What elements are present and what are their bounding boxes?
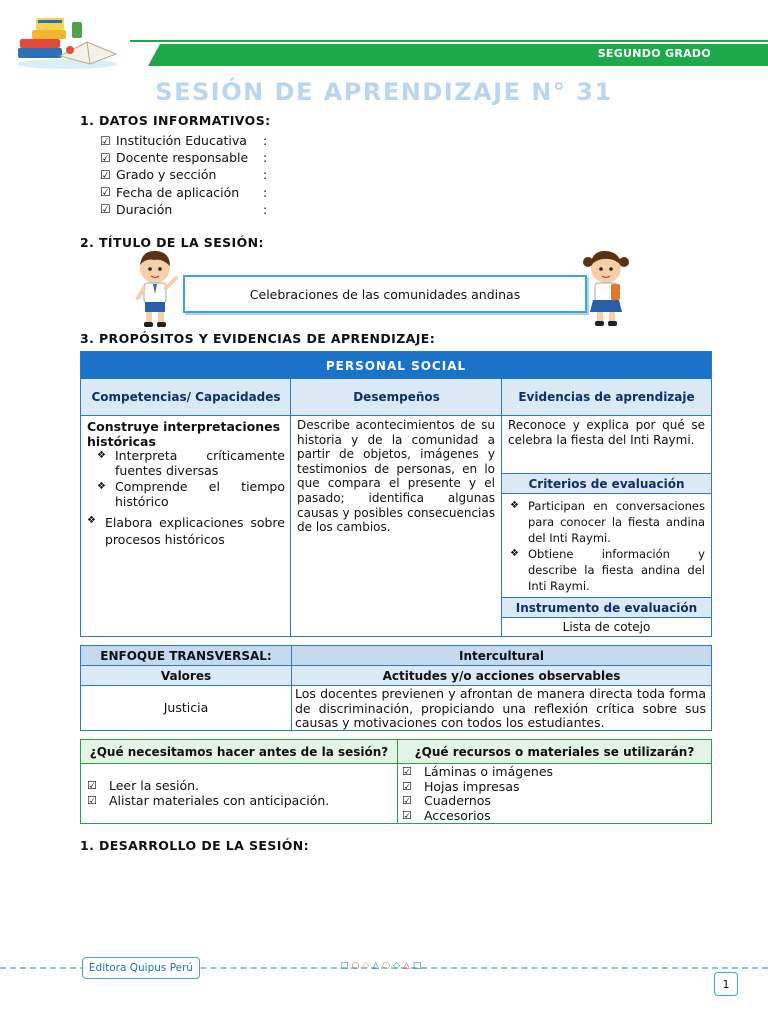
checkbox-icon: ☑ — [100, 167, 111, 182]
checkbox-icon: ☑ — [100, 185, 111, 200]
decorative-shapes-icon: □○◇△○◇△□ — [340, 961, 425, 971]
recurso-item: ☑ Cuadernos — [402, 793, 491, 809]
criterio-item: ❖ Obtiene información y describe la fiesta andina del Inti Raymi. — [510, 547, 705, 593]
checkbox-icon: ☑ — [402, 779, 412, 793]
datos-item: ☑ Fecha de aplicación : — [100, 184, 268, 200]
diamond-bullet-icon: ❖ — [97, 450, 106, 461]
datos-item: ☑ Institución Educativa : — [100, 133, 268, 149]
diamond-bullet-icon: ❖ — [97, 481, 106, 493]
section-desarrollo-heading: 1. DESARROLLO DE LA SESIÓN: — [80, 838, 310, 853]
datos-item: ☑ Duración : — [100, 201, 268, 217]
checkbox-icon: ☑ — [87, 793, 97, 807]
datos-item: ☑ Docente responsable : — [100, 150, 268, 166]
col-competencias-header: Competencias/ Capacidades — [81, 379, 291, 416]
checkbox-icon: ☑ — [100, 150, 111, 165]
recurso-item: ☑ Accesorios — [402, 807, 491, 823]
checkbox-icon: ☑ — [100, 133, 111, 148]
capacidad-item: ❖ Comprende el tiempo histórico — [97, 479, 285, 509]
checkbox-icon: ☑ — [402, 765, 412, 778]
criterios-cell — [510, 498, 705, 594]
recursos-list — [402, 765, 553, 823]
checkbox-icon: ☑ — [87, 779, 97, 792]
competencia-title: Construye interpretaciones históricas — [87, 419, 281, 449]
actitudes-header: Actitudes y/o acciones observables — [292, 666, 711, 685]
grade-label: SEGUNDO GRADO — [597, 47, 711, 60]
instrumento-value: Lista de cotejo — [562, 619, 651, 634]
checkbox-icon: ☑ — [402, 794, 412, 808]
column-divider — [290, 379, 291, 636]
column-divider — [397, 740, 398, 823]
checkbox-icon: ☑ — [402, 808, 412, 822]
recurso-item: ☑ Hojas impresas — [402, 778, 520, 794]
propositos-table — [80, 351, 712, 637]
datos-list — [100, 132, 267, 218]
section-datos-heading: 1. DATOS INFORMATIVOS: — [80, 113, 271, 128]
col-evidencias-header: Evidencias de aprendizaje — [502, 379, 711, 416]
capacidad-item: ❖ Elabora explicaciones sobre procesos históricos — [87, 515, 285, 548]
section-propositos-heading: 3. PROPÓSITOS Y EVIDENCIAS DE APRENDIZAJE: — [80, 331, 436, 346]
girl-illustration — [580, 246, 632, 330]
competencias-cell — [87, 420, 285, 548]
col-desempenos-header: Desempeños — [291, 379, 502, 416]
desempeno-cell: Describe acontecimientos de su historia y de la comunidad a partir de objetos, imágenes y testimonios de personas, en lo que compara el presente y el pasado; identifica algunas causas y posibles consecuencias de los cambios. — [297, 418, 495, 535]
antes-header: ¿Qué necesitamos hacer antes de la sesión? — [81, 740, 397, 764]
publisher-label: Editora Quipus Perú — [82, 957, 200, 979]
valores-header: Valores — [81, 666, 291, 685]
recursos-header: ¿Qué recursos o materiales se utilizarán? — [398, 740, 711, 764]
section-titulo-heading: 2. TÍTULO DE LA SESIÓN: — [80, 235, 264, 250]
boy-illustration — [132, 248, 182, 330]
page-number: 1 — [714, 972, 738, 996]
area-header: PERSONAL SOCIAL — [81, 352, 711, 379]
antes-item: ☑ Leer la sesión. — [87, 778, 200, 793]
criterio-item: ❖ Participan en conversaciones para conocer la fiesta andina del Inti Raymi. — [510, 499, 705, 545]
diamond-bullet-icon: ❖ — [87, 515, 96, 527]
instrumento-header: Instrumento de evaluación — [502, 597, 711, 618]
session-title-box: Celebraciones de las comunidades andinas — [183, 275, 587, 313]
evidencia-cell: Reconoce y explica por qué se celebra la fiesta del Inti Raymi. — [508, 418, 705, 447]
enfoque-value: Intercultural — [292, 646, 711, 665]
recurso-item: ☑ Láminas o imágenes — [402, 764, 554, 779]
actitud-cell: Los docentes previenen y afrontan de manera directa toda forma de discriminación, propiciando una reflexión crítica sobre sus causas y motivaciones con todos los estudiantes. — [295, 686, 706, 731]
diamond-bullet-icon: ❖ — [510, 500, 519, 511]
preparacion-table — [80, 739, 712, 824]
checkbox-icon: ☑ — [100, 202, 111, 217]
books-illustration — [12, 10, 122, 70]
datos-item: ☑ Grado y sección : — [100, 167, 268, 183]
header-line — [130, 40, 768, 42]
antes-list — [87, 779, 329, 808]
criterios-header: Criterios de evaluación — [502, 473, 711, 494]
capacidad-item: ❖ Interpreta críticamente fuentes diversas — [97, 448, 285, 478]
enfoque-table — [80, 645, 712, 731]
enfoque-label: ENFOQUE TRANSVERSAL: — [81, 646, 291, 665]
column-divider — [291, 646, 292, 730]
antes-item: ☑ Alistar materiales con anticipación. — [87, 792, 330, 808]
page-title: SESIÓN DE APRENDIZAJE N° 31 — [155, 78, 613, 106]
valor-cell: Justicia — [163, 699, 209, 715]
diamond-bullet-icon: ❖ — [510, 548, 519, 559]
